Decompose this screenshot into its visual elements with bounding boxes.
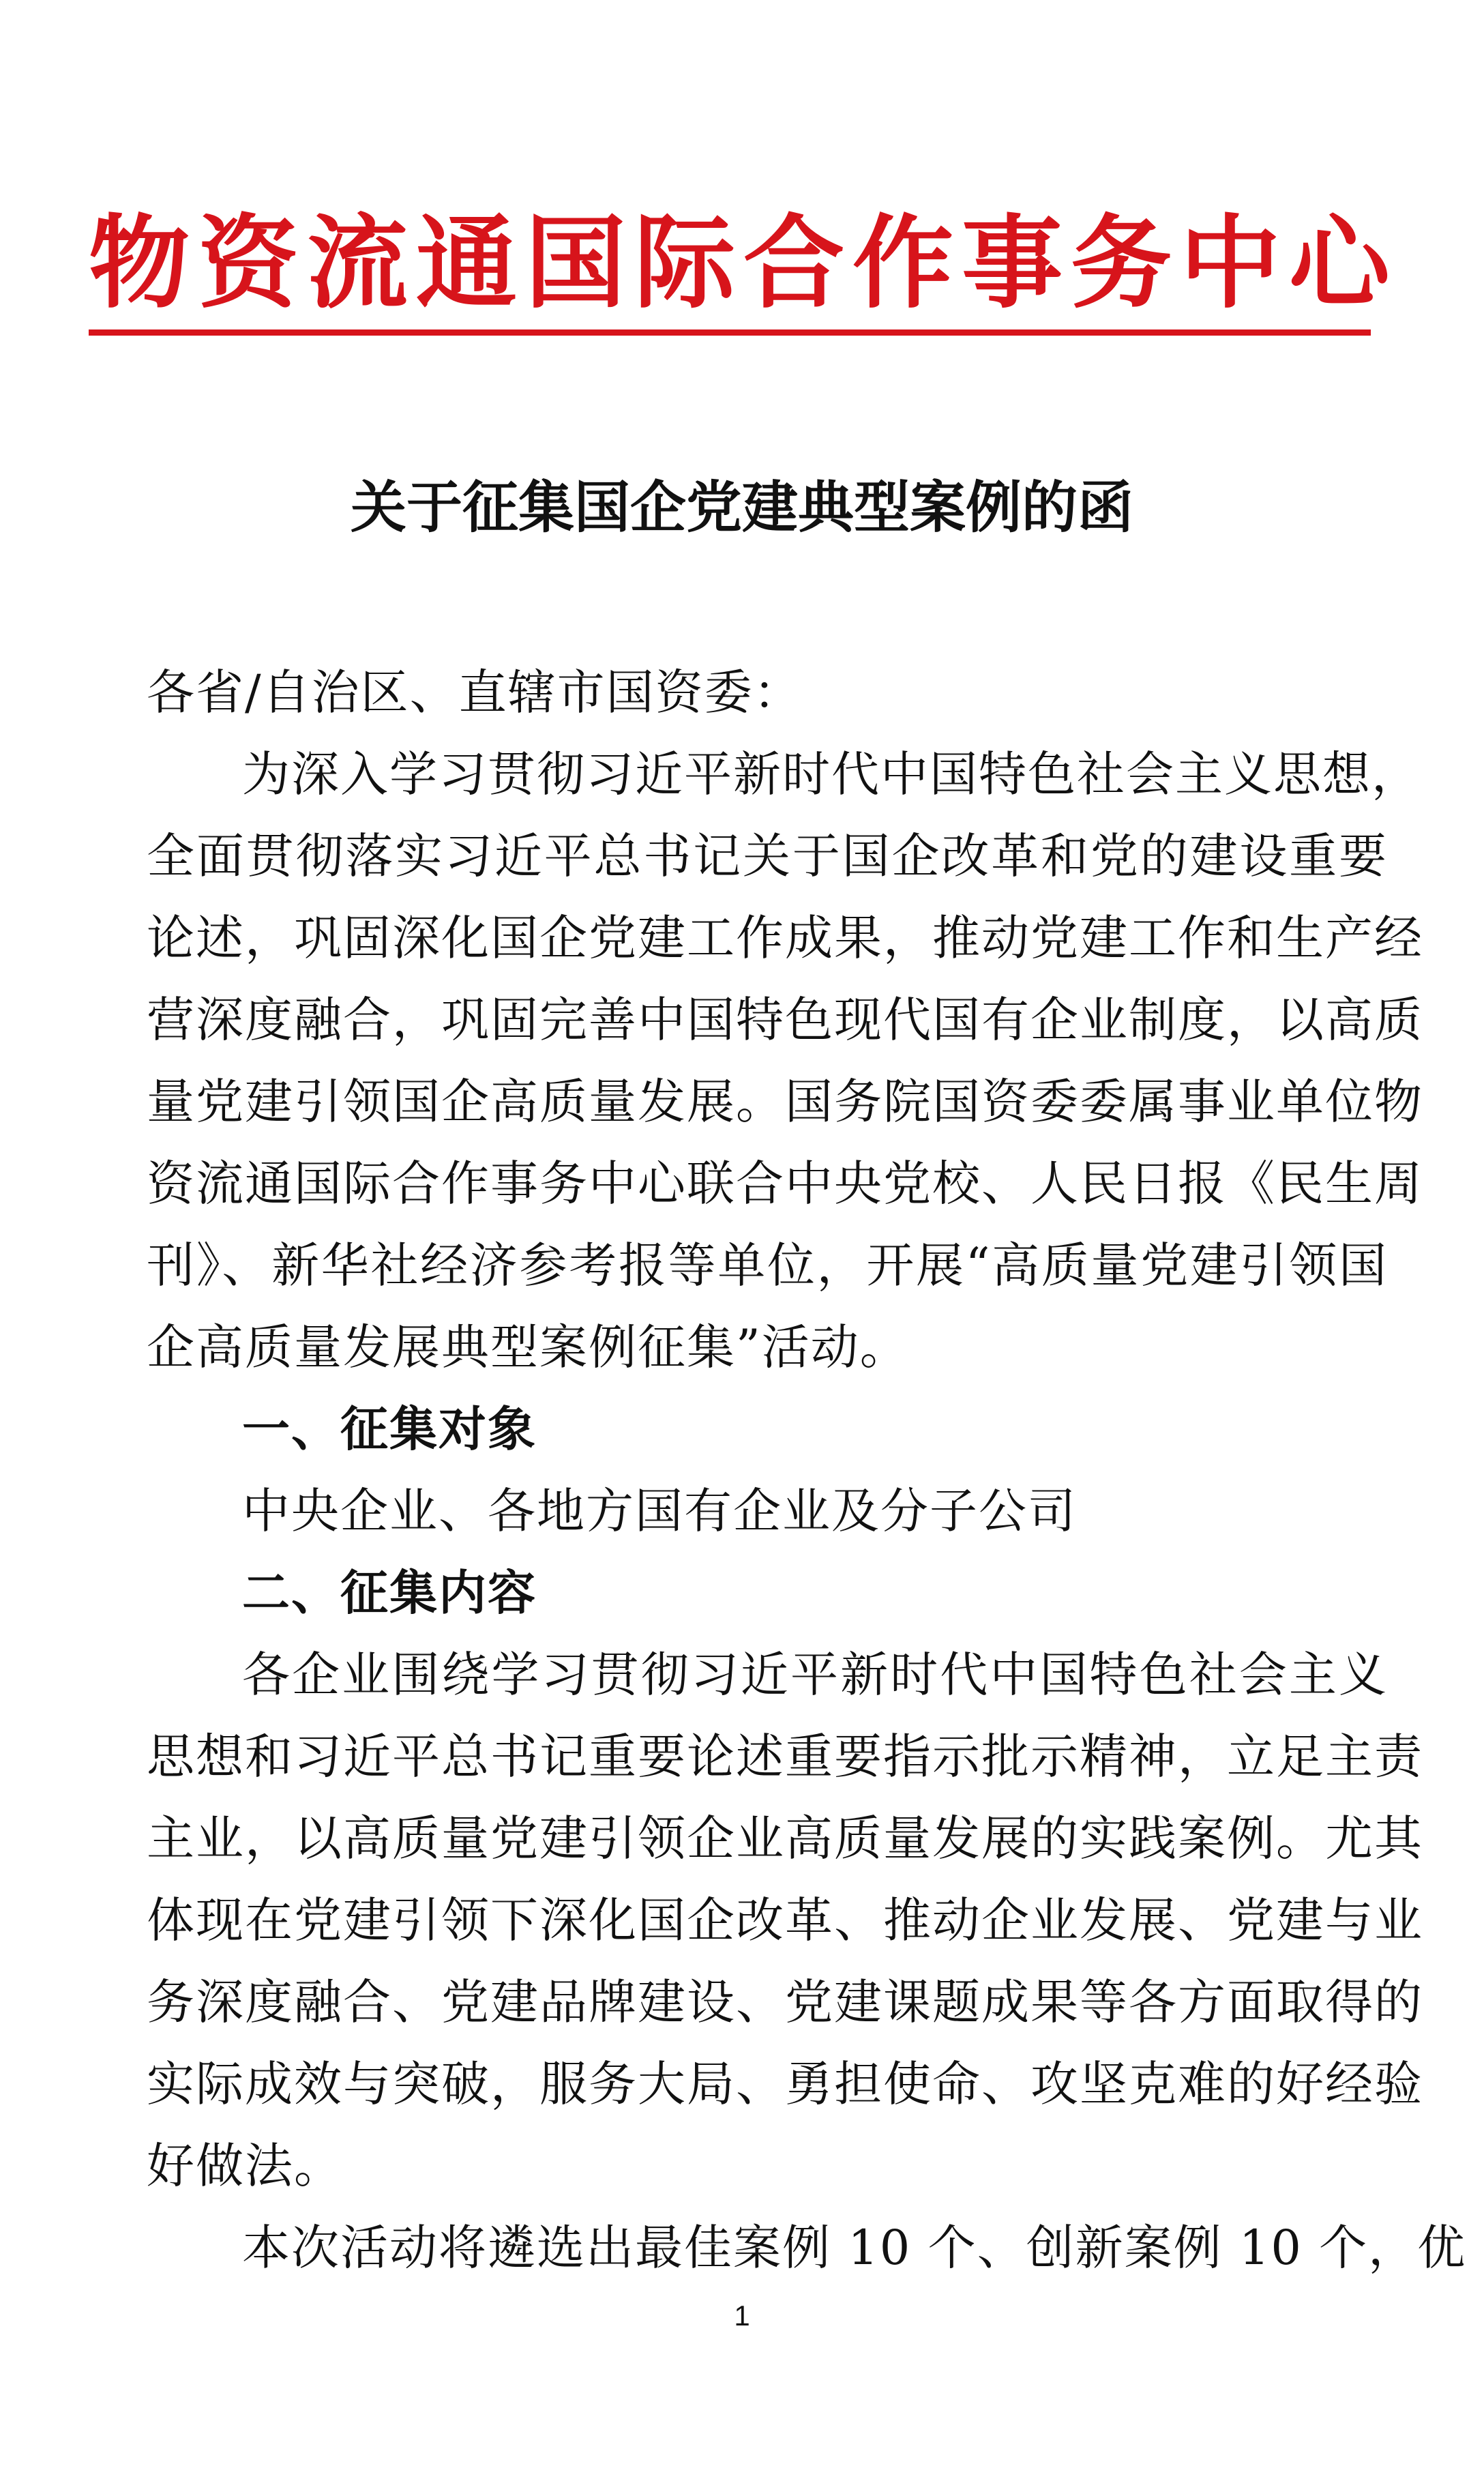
content-line: 思想和习近平总书记重要论述重要指示批示精神，立足主责 (147, 1729, 1423, 1785)
content-line: 实际成效与突破，服务大局、勇担使命、攻坚克难的好经验 (147, 2056, 1423, 2112)
section-heading-collection-target: 一、征集对象 (242, 1401, 537, 1457)
section-text-collection-target: 中央企业、各地方国有企业及分子公司 (242, 1483, 1077, 1539)
content-line: 好做法。 (147, 2138, 343, 2194)
intro-line: 全面贯彻落实习近平总书记关于国企改革和党的建设重要 (147, 828, 1388, 884)
intro-line: 为深入学习贯彻习近平新时代中国特色社会主义思想， (242, 746, 1421, 802)
salutation: 各省/自治区、直辖市国资委： (147, 664, 803, 720)
document-body (147, 651, 1467, 2289)
content-line: 务深度融合、党建品牌建设、党建课题成果等各方面取得的 (147, 1974, 1423, 2030)
letterhead-title: 物资流通国际合作事务中心 (89, 203, 1398, 322)
intro-line: 刊》、新华社经济参考报等单位，开展“高质量党建引领国 (147, 1237, 1388, 1293)
intro-line: 论述，巩固深化国企党建工作成果，推动党建工作和生产经 (147, 910, 1423, 966)
intro-line: 资流通国际合作事务中心联合中央党校、人民日报《民生周 (147, 1156, 1423, 1212)
letterhead-red-rule (89, 329, 1371, 336)
intro-line: 企高质量发展典型案例征集”活动。 (147, 1319, 909, 1375)
content-line: 各企业围绕学习贯彻习近平新时代中国特色社会主义 (242, 1647, 1388, 1703)
content-line: 体现在党建引领下深化国企改革、推动企业发展、党建与业 (147, 1892, 1423, 1948)
intro-line: 营深度融合，巩固完善中国特色现代国有企业制度，以高质 (147, 992, 1423, 1048)
content-line: 主业，以高质量党建引领企业高质量发展的实践案例。尤其 (147, 1810, 1423, 1866)
intro-line: 量党建引领国企高质量发展。国务院国资委委属事业单位物 (147, 1074, 1423, 1130)
page-number: 1 (734, 2300, 750, 2332)
section-heading-collection-content: 二、征集内容 (242, 1565, 537, 1621)
document-title: 关于征集国企党建典型案例的函 (350, 475, 1133, 540)
closing-line: 本次活动将遴选出最佳案例 10 个、创新案例 10 个，优 (242, 2220, 1467, 2276)
